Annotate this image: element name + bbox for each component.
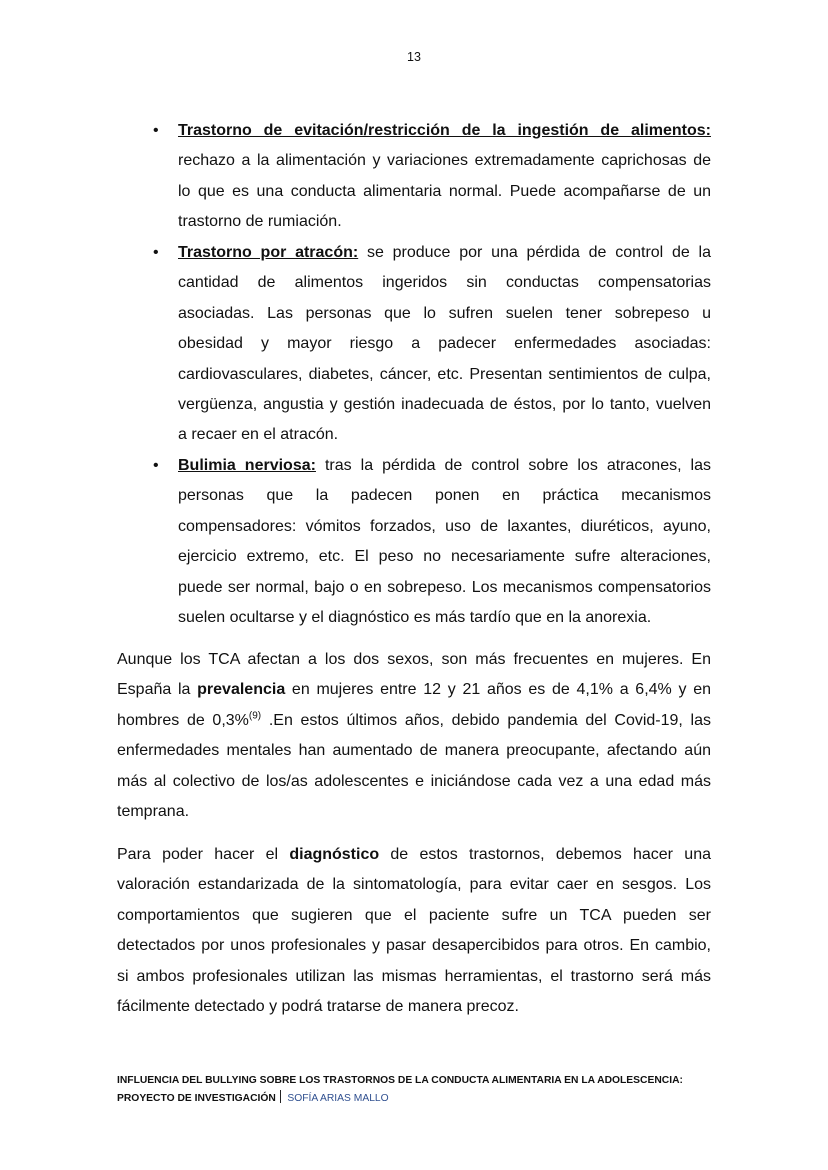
bullet-item [117, 451, 711, 633]
text-line [178, 360, 711, 390]
text-segment: temprana. [117, 802, 190, 820]
term-heading: Trastorno por atracón: [178, 244, 359, 261]
text-segment: cantidad de alimentos ingeridos sin conductas compensatorias [178, 274, 711, 292]
text-segment: a recaer en el atracón. [178, 426, 339, 444]
text-segment: cardiovasculares, diabetes, cáncer, etc. Presentan sentimientos de culpa, [178, 365, 711, 383]
text-segment: de estos trastornos, debemos hacer una [379, 846, 711, 863]
paragraph [117, 645, 711, 827]
bullet-item [117, 238, 711, 451]
text-segment: tras la pérdida de control sobre los atracones, las [315, 457, 712, 474]
text-line [178, 390, 711, 420]
term-heading: Bulimia nerviosa: [178, 457, 316, 474]
text-line [178, 603, 711, 633]
text-segment: rechazo a la alimentación y variaciones extremadamente caprichosas de [178, 152, 711, 170]
text-line [178, 329, 711, 359]
text-line [178, 512, 711, 542]
text-segment: en mujeres entre 12 y 21 años es de 4,1% a 6,4% y en [285, 681, 712, 699]
text-line [178, 542, 711, 572]
text-segment: fácilmente detectado y podrá tratarse de manera precoz. [117, 997, 519, 1015]
text-line [178, 146, 711, 176]
citation: (9) [248, 710, 262, 722]
text-segment: si ambos profesionales utilizan las mismas herramientas, el trastorno será más [117, 967, 711, 985]
text-line [117, 767, 711, 797]
text-segment: .En estos últimos años, debido pandemia del Covid-19, las [261, 711, 712, 729]
text-segment: España la [117, 681, 198, 699]
text-line [178, 177, 711, 207]
text-line [117, 736, 711, 766]
text-line [178, 451, 711, 481]
text-segment: comportamientos que sugieren que el paciente sufre un TCA pueden ser [117, 906, 711, 924]
text-line [117, 870, 711, 900]
text-segment: lo que es una conducta alimentaria normal. Puede acompañarse de un [178, 182, 711, 200]
page-number: 13 [407, 50, 421, 64]
term-heading: Trastorno de evitación/restricción de la ingestión de alimentos: [178, 122, 711, 139]
footer-author: SOFÍA ARIAS MALLO [287, 1093, 389, 1104]
text-segment: detectados por unos profesionales y pasar desapercibidos para otros. En cambio, [117, 937, 711, 955]
text-line [178, 238, 711, 268]
text-line [178, 481, 711, 511]
bullet-item [117, 116, 711, 238]
text-segment: enfermedades mentales han aumentado de manera preocupante, afectando aún [117, 742, 711, 760]
text-line [178, 207, 711, 237]
bold-term: diagnóstico [289, 846, 380, 863]
text-segment: Aunque los TCA afectan a los dos sexos, son más frecuentes en mujeres. En [117, 651, 711, 668]
footer-divider [280, 1090, 282, 1103]
text-segment: más al colectivo de los/as adolescentes e iniciándose cada vez a una edad más [117, 772, 711, 790]
paragraph [117, 840, 711, 1022]
text-line [178, 299, 711, 329]
text-segment: compensadores: vómitos forzados, uso de laxantes, diuréticos, ayuno, [178, 517, 711, 535]
text-line [117, 645, 711, 675]
text-line [117, 675, 711, 705]
text-line [178, 573, 711, 603]
footer-title-line2-row [117, 1090, 683, 1108]
footer-title-line2: PROYECTO DE INVESTIGACIÓN [117, 1093, 276, 1104]
text-segment: personas que la padecen ponen en práctica mecanismos [178, 487, 711, 505]
text-line [117, 840, 711, 870]
bullet-icon: • [153, 457, 159, 474]
bold-term: prevalencia [197, 681, 286, 699]
text-line [178, 116, 711, 146]
text-line [117, 797, 711, 827]
text-segment: valoración estandarizada de la sintomatología, para evitar caer en sesgos. Los [117, 876, 711, 894]
text-segment: ejercicio extremo, etc. El peso no necesariamente sufre alteraciones, [178, 548, 711, 566]
text-line [178, 420, 711, 450]
text-segment: asociadas. Las personas que lo sufren suelen tener sobrepeso u [178, 304, 711, 322]
text-line [117, 962, 711, 992]
text-segment: se produce por una pérdida de control de la [358, 244, 711, 261]
text-segment: obesidad y mayor riesgo a padecer enfermedades asociadas: [178, 335, 711, 353]
text-line [117, 931, 711, 961]
text-line [178, 268, 711, 298]
text-segment: hombres de 0,3% [117, 711, 249, 729]
text-line [117, 901, 711, 931]
text-segment: Para poder hacer el [117, 846, 290, 863]
footer-title-line1: INFLUENCIA DEL BULLYING SOBRE LOS TRASTORNOS DE LA CONDUCTA ALIMENTARIA EN LA ADOLESCENCIA: [117, 1075, 683, 1086]
text-segment: vergüenza, angustia y gestión inadecuada de éstos, por lo tanto, vuelven [178, 395, 711, 413]
text-line [117, 992, 711, 1022]
text-segment: suelen ocultarse y el diagnóstico es más tardío que en la anorexia. [178, 608, 652, 626]
bullet-icon: • [153, 122, 159, 139]
text-line [117, 706, 711, 736]
footer [117, 1072, 683, 1108]
bullet-icon: • [153, 244, 159, 261]
text-segment: puede ser normal, bajo o en sobrepeso. Los mecanismos compensatorios [178, 578, 711, 596]
text-segment: trastorno de rumiación. [178, 213, 342, 231]
